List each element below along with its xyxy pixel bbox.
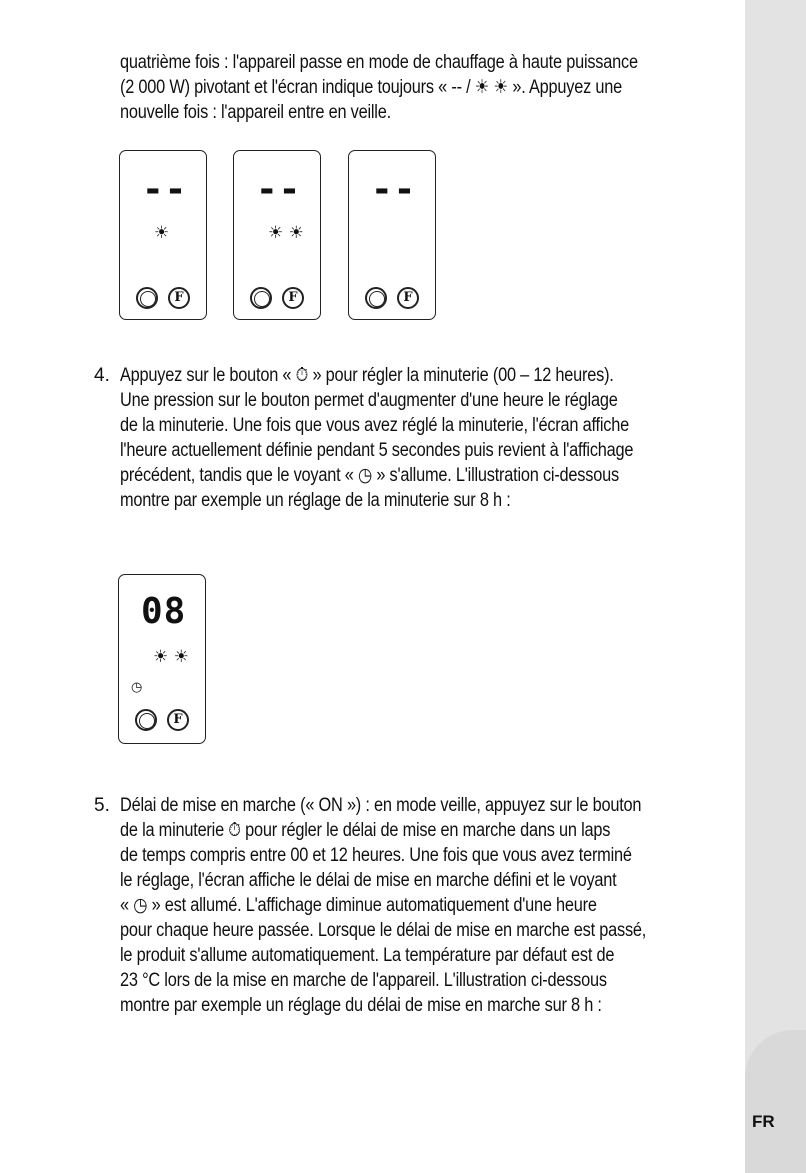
step-number: 4. (94, 365, 110, 386)
timer-button-icon (136, 287, 158, 309)
step-5-line: le réglage, l'écran affiche le délai de mise en marche défini et le voyant (120, 870, 617, 891)
step-4-line: Une pression sur le bouton permet d'augmenter d'une heure le réglage (120, 390, 618, 411)
heat-level-indicator: ☀ ☀ (268, 223, 304, 243)
timer-indicator-icon: ◷ (131, 680, 143, 695)
timer-button-icon (250, 287, 272, 309)
heat-level-indicator: ☀ (154, 223, 170, 243)
segment-display: -- (142, 169, 188, 210)
step-4-line: précédent, tandis que le voyant « ◷ » s'allume. L'illustration ci-dessous (120, 465, 619, 486)
timer-button-icon (135, 709, 157, 731)
step-5-line: pour chaque heure passée. Lorsque le délai de mise en marche est passé, (120, 920, 647, 941)
intro-line: nouvelle fois : l'appareil entre en veille. (120, 102, 391, 123)
step-5-line: 23 °C lors de la mise en marche de l'appareil. L'illustration ci-dessous (120, 970, 607, 991)
segment-display: 08 (141, 591, 187, 632)
step-number: 5. (94, 795, 110, 816)
control-panel-illustration (348, 150, 436, 320)
step-5-line: de temps compris entre 00 et 12 heures. Une fois que vous avez terminé (120, 845, 632, 866)
step-4-line: de la minuterie. Une fois que vous avez réglé la minuterie, l'écran affiche (120, 415, 629, 436)
control-panel-illustration (233, 150, 321, 320)
step-4-line: Appuyez sur le bouton « ⏱ » pour régler la minuterie (00 – 12 heures). (120, 365, 614, 386)
function-button-icon: F (167, 709, 189, 731)
step-4-line: l'heure actuellement définie pendant 5 secondes puis revient à l'affichage (120, 440, 634, 461)
segment-display: -- (371, 169, 417, 210)
intro-paragraph (120, 50, 638, 125)
step-5-line: Délai de mise en marche (« ON ») : en mode veille, appuyez sur le bouton (120, 795, 642, 816)
side-tab-corner (745, 1030, 806, 1173)
function-button-icon: F (397, 287, 419, 309)
step-5-line: montre par exemple un réglage du délai de mise en marche sur 8 h : (120, 995, 602, 1016)
step-4-paragraph (120, 363, 633, 513)
segment-display: -- (256, 169, 302, 210)
step-5-line: de la minuterie ⏱ pour régler le délai de mise en marche dans un laps (120, 820, 611, 841)
function-button-icon: F (282, 287, 304, 309)
function-button-icon: F (168, 287, 190, 309)
intro-line: quatrième fois : l'appareil passe en mode de chauffage à haute puissance (120, 52, 638, 73)
step-5-paragraph (120, 793, 646, 1018)
timer-panel-illustration (118, 574, 206, 744)
language-label: FR (752, 1112, 775, 1131)
step-4-line: montre par exemple un réglage de la minuterie sur 8 h : (120, 490, 511, 511)
step-5-line: le produit s'allume automatiquement. La température par défaut est de (120, 945, 615, 966)
heat-level-indicator: ☀ ☀ (153, 647, 189, 667)
timer-button-icon (365, 287, 387, 309)
intro-line: (2 000 W) pivotant et l'écran indique toujours « -- / ☀ ☀ ». Appuyez une (120, 77, 622, 98)
control-panel-illustration (119, 150, 207, 320)
side-tab (745, 0, 806, 1173)
step-5-line: « ◷ » est allumé. L'affichage diminue automatiquement d'une heure (120, 895, 597, 916)
